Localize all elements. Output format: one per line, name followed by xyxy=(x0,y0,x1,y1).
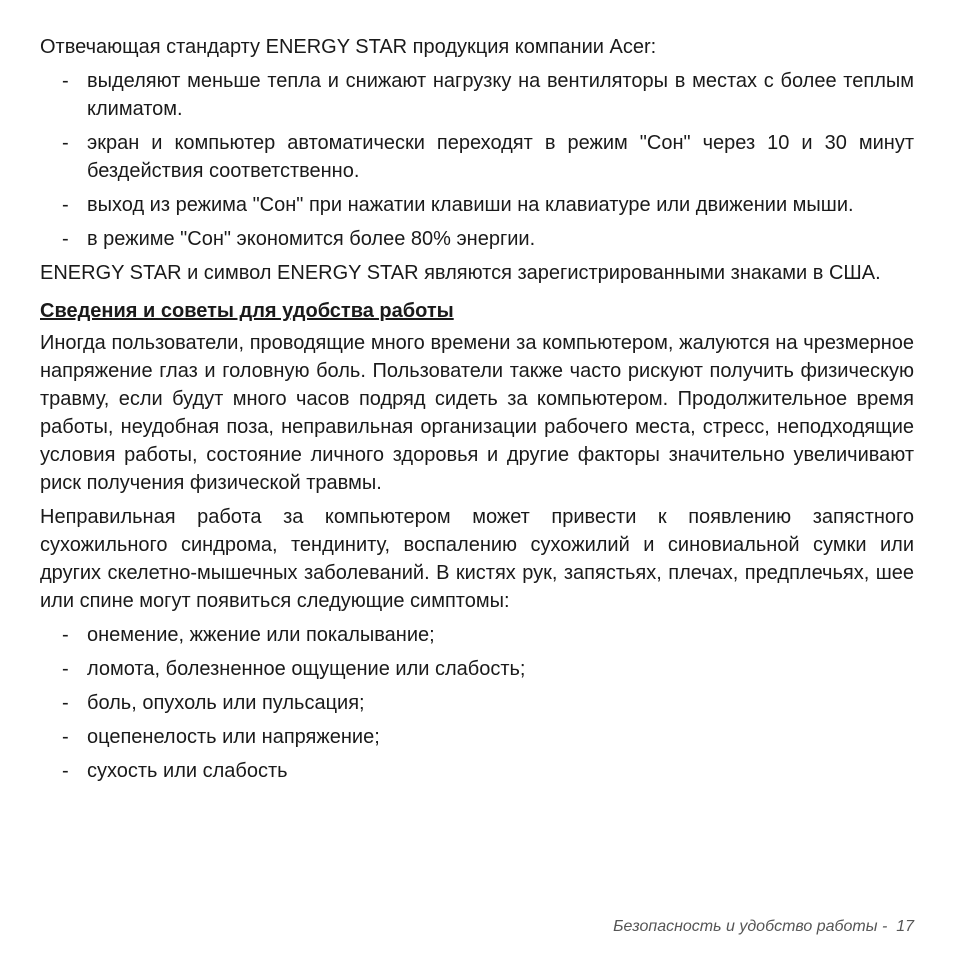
list-item xyxy=(40,621,914,649)
ergonomics-paragraph-2: Неправильная работа за компьютером может привести к появлению запястного сухожильного синдрома, тендиниту, воспалению сухожилий и синовиальной сумки или других скелетно-мышечных заболеваний. В кистях рук, запястьях, плечах, предплечьях, шее или спине могут появиться следующие симптомы: xyxy=(40,506,914,612)
trademark-notice: ENERGY STAR и символ ENERGY STAR являются зарегистрированными знаками в США. xyxy=(40,262,881,284)
dash-bullet-icon: - xyxy=(62,624,69,646)
document-page xyxy=(40,33,914,791)
footer-separator: - xyxy=(881,918,888,935)
dash-bullet-icon: - xyxy=(62,658,69,680)
list-item xyxy=(40,689,914,717)
list-item-text: в режиме "Сон" экономится более 80% энергии. xyxy=(87,228,536,250)
dash-bullet-icon: - xyxy=(62,132,69,154)
dash-bullet-icon: - xyxy=(62,70,69,92)
list-item-text: экран и компьютер автоматически переходят в режим "Сон" через 10 и 30 минут бездействия соответственно. xyxy=(87,132,914,182)
list-item xyxy=(40,225,914,253)
symptoms-list xyxy=(40,621,914,785)
list-item xyxy=(40,757,914,785)
ergonomics-paragraph-1: Иногда пользователи, проводящие много времени за компьютером, жалуются на чрезмерное напряжение глаз и головную боль. Пользователи также часто рискуют получить физическую травму, если будут много часов подряд сидеть за компьютером. Продолжительное время работы, неудобная поза, неправильная организации рабочего места, стресс, неподходящие условия работы, состояние личного здоровья и другие факторы значительно увеличивают риск получения физической травмы. xyxy=(40,332,914,494)
dash-bullet-icon: - xyxy=(62,726,69,748)
page-footer xyxy=(613,917,914,937)
list-item-text: выход из режима "Сон" при нажатии клавиши на клавиатуре или движении мыши. xyxy=(87,194,854,216)
dash-bullet-icon: - xyxy=(62,228,69,250)
page-number: 17 xyxy=(896,918,914,935)
section-heading: Сведения и советы для удобства работы xyxy=(40,300,454,322)
list-item xyxy=(40,129,914,185)
list-item-text: оцепенелость или напряжение; xyxy=(87,726,380,748)
dash-bullet-icon: - xyxy=(62,760,69,782)
list-item-text: выделяют меньше тепла и снижают нагрузку на вентиляторы в местах с более теплым климатом. xyxy=(87,70,914,120)
list-item-text: онемение, жжение или покалывание; xyxy=(87,624,435,646)
dash-bullet-icon: - xyxy=(62,194,69,216)
energy-star-intro: Отвечающая стандарту ENERGY STAR продукция компании Acer: xyxy=(40,36,657,58)
dash-bullet-icon: - xyxy=(62,692,69,714)
footer-section-title: Безопасность и удобство работы xyxy=(613,918,878,935)
list-item xyxy=(40,67,914,123)
energy-star-benefits-list xyxy=(40,67,914,253)
list-item xyxy=(40,723,914,751)
list-item xyxy=(40,191,914,219)
list-item-text: ломота, болезненное ощущение или слабость; xyxy=(87,658,526,680)
list-item-text: боль, опухоль или пульсация; xyxy=(87,692,365,714)
list-item xyxy=(40,655,914,683)
list-item-text: сухость или слабость xyxy=(87,760,288,782)
